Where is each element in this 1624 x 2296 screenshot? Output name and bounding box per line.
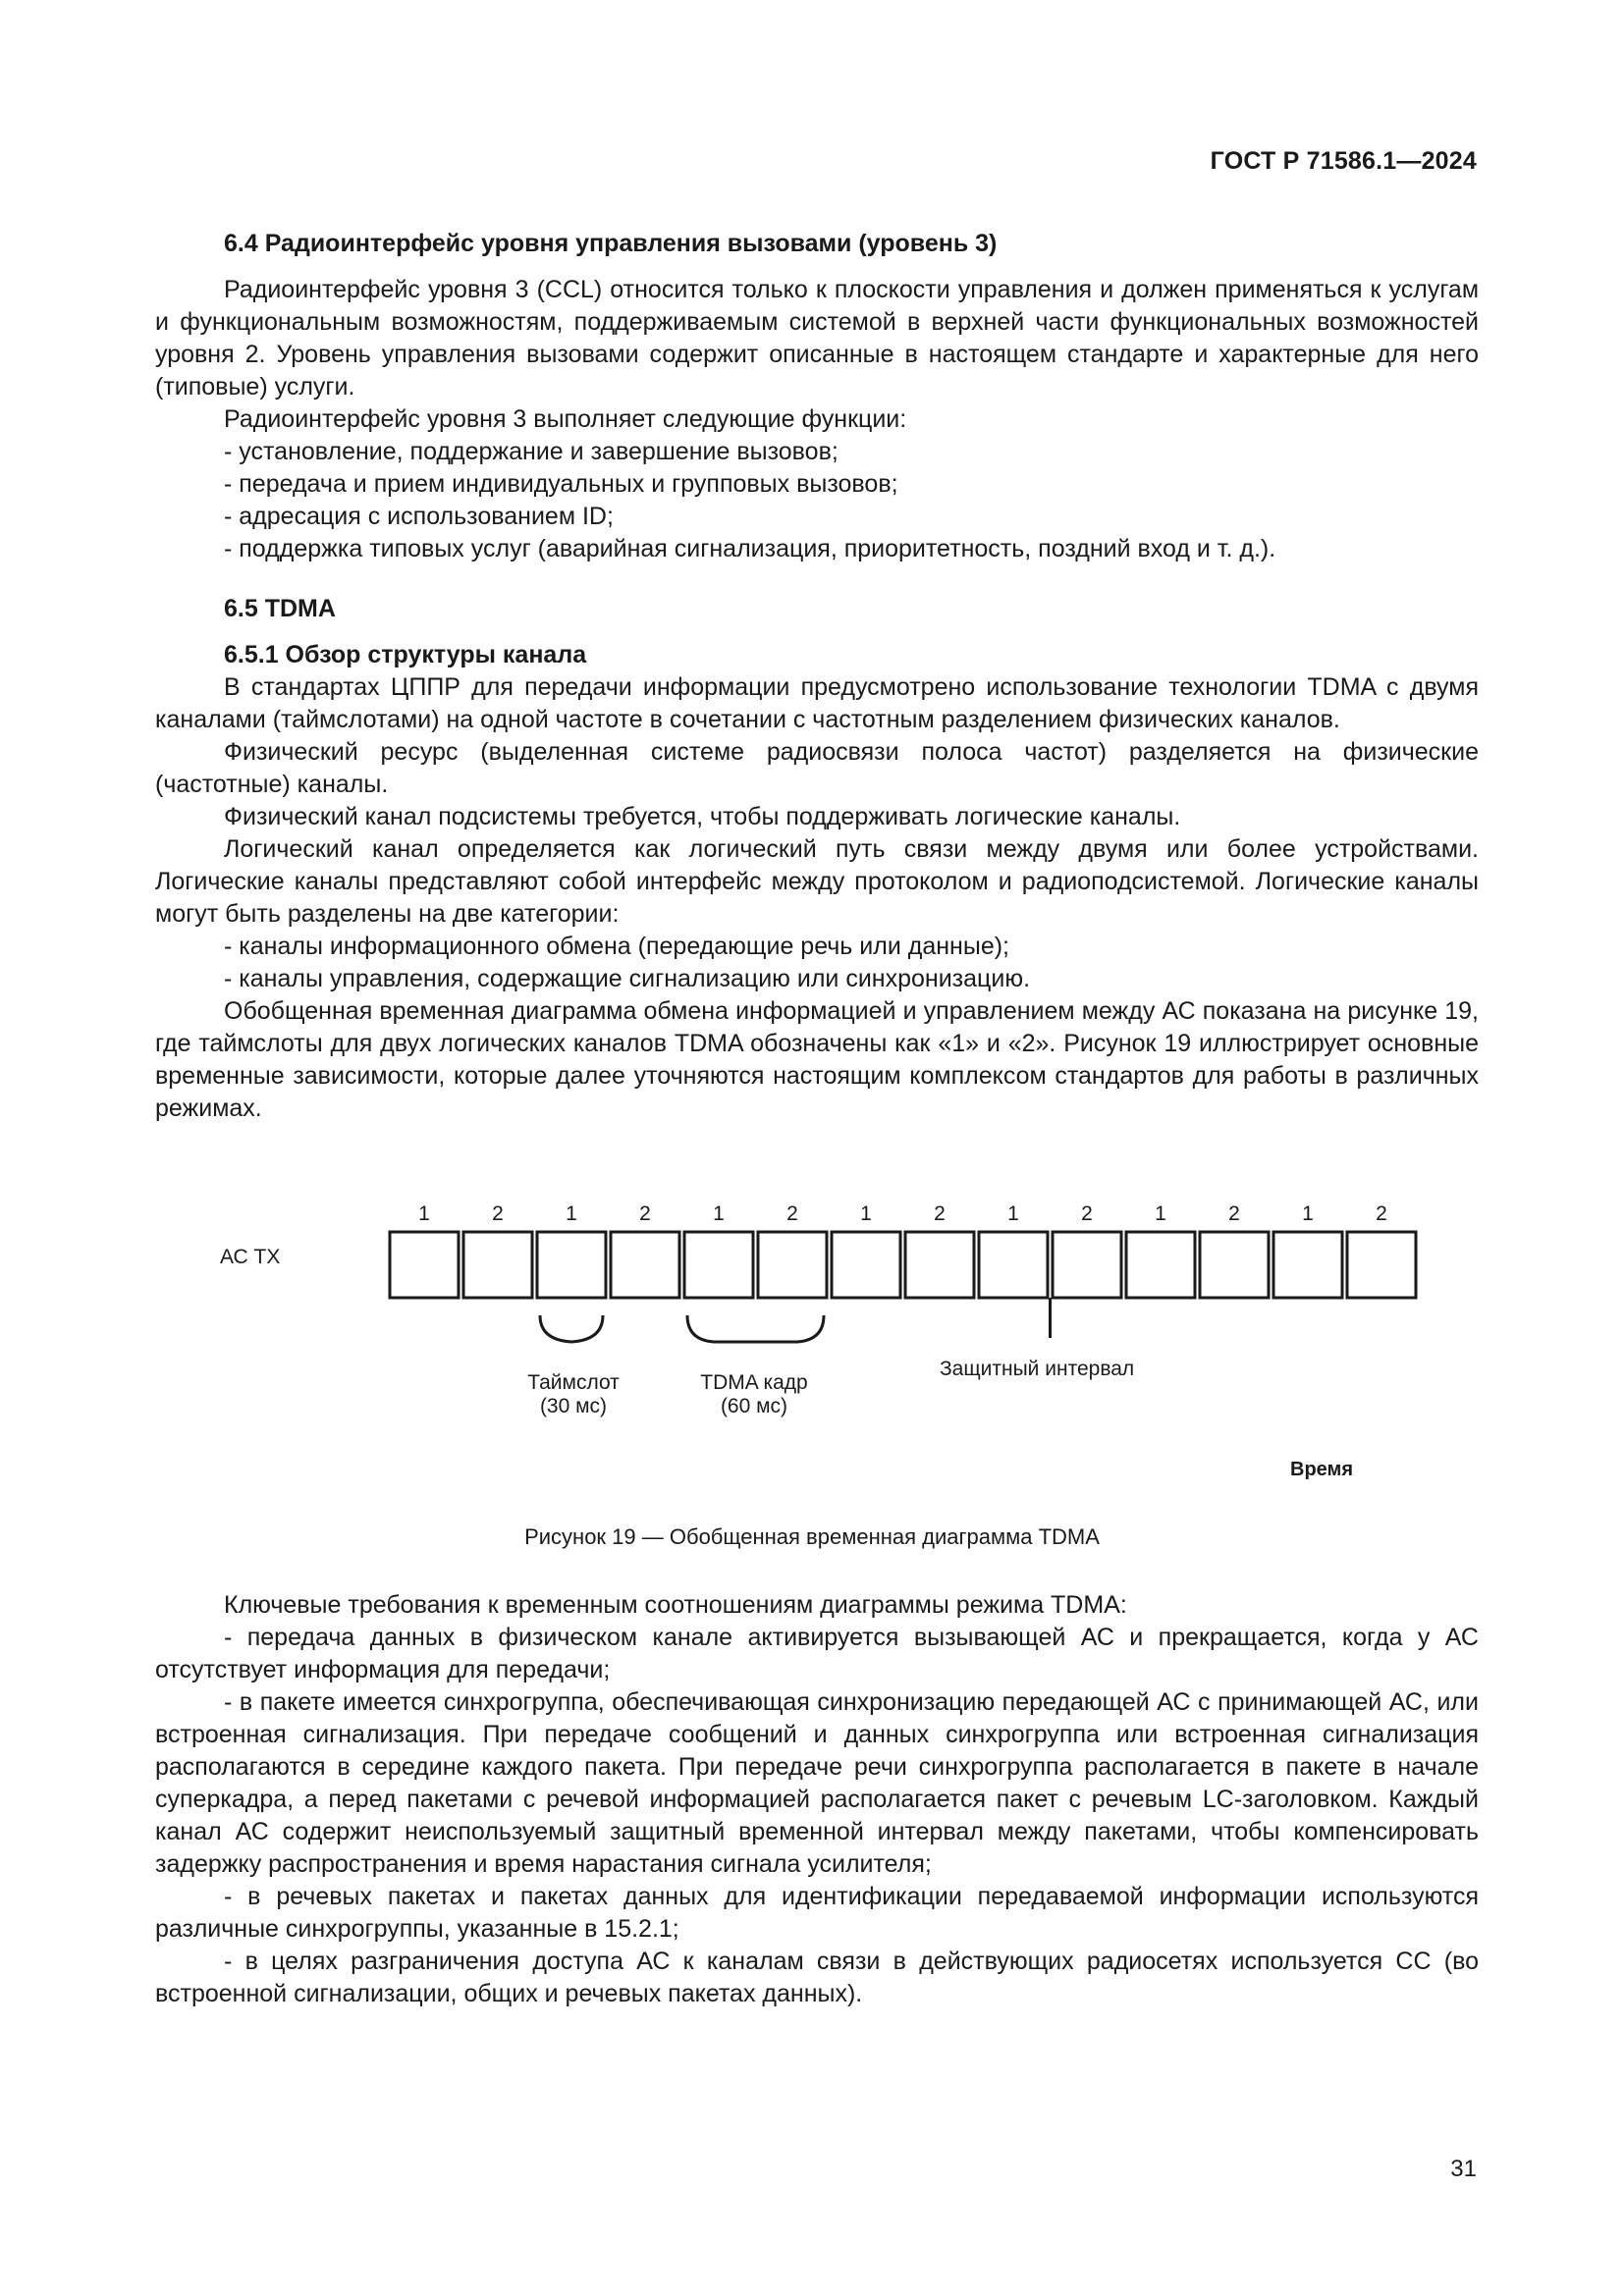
section-heading: 6.5 TDMA [224,595,336,622]
timeslot-box [979,1232,1048,1298]
slot-number-label: 2 [786,1202,798,1225]
timeslot-box [1200,1232,1269,1298]
timeslot-box [832,1232,900,1298]
list-item: - в целях разграничения доступа АС к каналам связи в действующих радиосетях используется СС (во встроенной сигнализации, общих и речевых пакетах данных). [155,1948,1479,2007]
row-label: АС TX [220,1246,281,1268]
slot-number-label: 1 [1007,1202,1019,1225]
page-number: 31 [1450,2156,1477,2182]
figure-caption: Рисунок 19 — Обобщенная временная диаграмма TDMA [524,1524,1100,1549]
timeslot-brace [540,1315,603,1342]
slot-number-label: 2 [1081,1202,1093,1225]
slot-number-label: 1 [713,1202,725,1225]
guard-interval-label: Защитный интервал [940,1358,1135,1380]
slot-number-label: 1 [1155,1202,1166,1225]
subsection-heading: 6.5.1 Обзор структуры канала [224,641,587,668]
timeslot-box [905,1232,974,1298]
slot-number-label: 1 [566,1202,577,1225]
section-heading: 6.4 Радиоинтерфейс уровня управления вызовами (уровень 3) [224,230,998,257]
timeslot-label: Таймслот (30 мс) [527,1371,620,1417]
section-6-5 [155,593,1479,1125]
list-item: - в пакете имеется синхрогруппа, обеспечивающая синхронизацию передающей АС с принимающей АС, или встроенная сигнализация. При передаче сообщений и данных синхрогруппа или встроенная сигнализация располагаются в середине каждого пакета. При передаче речи синхрогруппа располагается в пакете в начале суперкадра, а перед пакетами с речевой информацией располагается пакет с речевым LC-заголовком. Каждый канал АС содержит неиспользуемый защитный временной интервал между пакетами, чтобы компенсировать задержку распространения и время нарастания сигнала усилителя; [155,1688,1479,1878]
timeslot-box [1347,1232,1416,1298]
list-item: - адресация с использованием ID; [224,503,614,530]
slot-number-label: 1 [1302,1202,1314,1225]
list-item: - каналы управления, содержащие сигнализацию или синхронизацию. [224,965,1031,992]
document-code: ГОСТ Р 71586.1—2024 [1210,147,1477,175]
slot-number-label: 1 [418,1202,430,1225]
list-item: - поддержка типовых услуг (аварийная сигнализация, приоритетность, поздний вход и т. д.). [224,535,1276,562]
timeslot-box [1126,1232,1195,1298]
slot-number-label: 1 [860,1202,872,1225]
list-item: - установление, поддержание и завершение вызовов; [224,438,839,465]
frame-label: TDMA кадр (60 мс) [700,1371,808,1417]
timeslot-box [537,1232,606,1298]
list-item: - в речевых пакетах и пакетах данных для идентификации передаваемой информации используются различные синхрогруппы, указанные в 15.2.1; [155,1883,1479,1943]
paragraph: В стандартах ЦППР для передачи информации предусмотрено использование технологии TDMA с двумя каналами (таймслотами) на одной частоте в сочетании с частотным разделением физических каналов. [155,673,1479,733]
timeslot-box [684,1232,753,1298]
paragraph: Логический канал определяется как логический путь связи между двумя или более устройствами. Логические каналы представляют собой интерфейс между протоколом и радиоподсистемой. Логические каналы могут быть разделены на две категории: [155,835,1479,928]
paragraph: Ключевые требования к временным соотношениям диаграммы режима TDMA: [224,1591,1127,1619]
slot-number-label: 2 [1376,1202,1387,1225]
frame-brace [687,1315,824,1342]
list-item: - передача данных в физическом канале активируется вызывающей АС и прекращается, когда у АС отсутствует информация для передачи; [155,1624,1479,1683]
timeslot-box [758,1232,827,1298]
slot-number-label: 2 [492,1202,504,1225]
timeslot-box [1053,1232,1121,1298]
list-item: - передача и прием индивидуальных и групповых вызовов; [224,470,898,498]
paragraph: Физический канал подсистемы требуется, чтобы поддерживать логические каналы. [224,803,1181,830]
paragraph: Радиоинтерфейс уровня 3 выполняет следующие функции: [224,405,907,433]
section-requirements [155,1589,1479,2010]
list-item: - каналы информационного обмена (передающие речь или данные); [224,933,1009,960]
tdma-timing-diagram [0,1193,1624,1556]
timeslot-box [390,1232,459,1298]
timeslot-box [611,1232,679,1298]
slot-number-label: 2 [934,1202,946,1225]
paragraph: Обобщенная временная диаграмма обмена информацией и управлением между АС показана на рисунке 19, где таймслоты для двух логических каналов TDMA обозначены как «1» и «2». Рисунок 19 иллюстрирует основные временные зависимости, которые далее уточняются настоящим комплексом стандартов для работы в различных режимах. [155,997,1479,1122]
timeslot-box [463,1232,532,1298]
paragraph: Радиоинтерфейс уровня 3 (CCL) относится только к плоскости управления и должен применяться к услугам и функциональным возможностям, поддерживаемым системой в верхней части функциональных возможностей уровня 2. Уровень управления вызовами содержит описанные в настоящем стандарте и характерные для него (типовые) услуги. [155,276,1479,400]
slot-number-label: 2 [1228,1202,1240,1225]
timeslot-box [1273,1232,1342,1298]
section-6-4 [155,228,1479,565]
slot-number-label: 2 [639,1202,651,1225]
paragraph: Физический ресурс (выделенная системе радиосвязи полоса частот) разделяется на физические (частотные) каналы. [155,738,1479,798]
time-axis-label: Время [1290,1459,1353,1480]
